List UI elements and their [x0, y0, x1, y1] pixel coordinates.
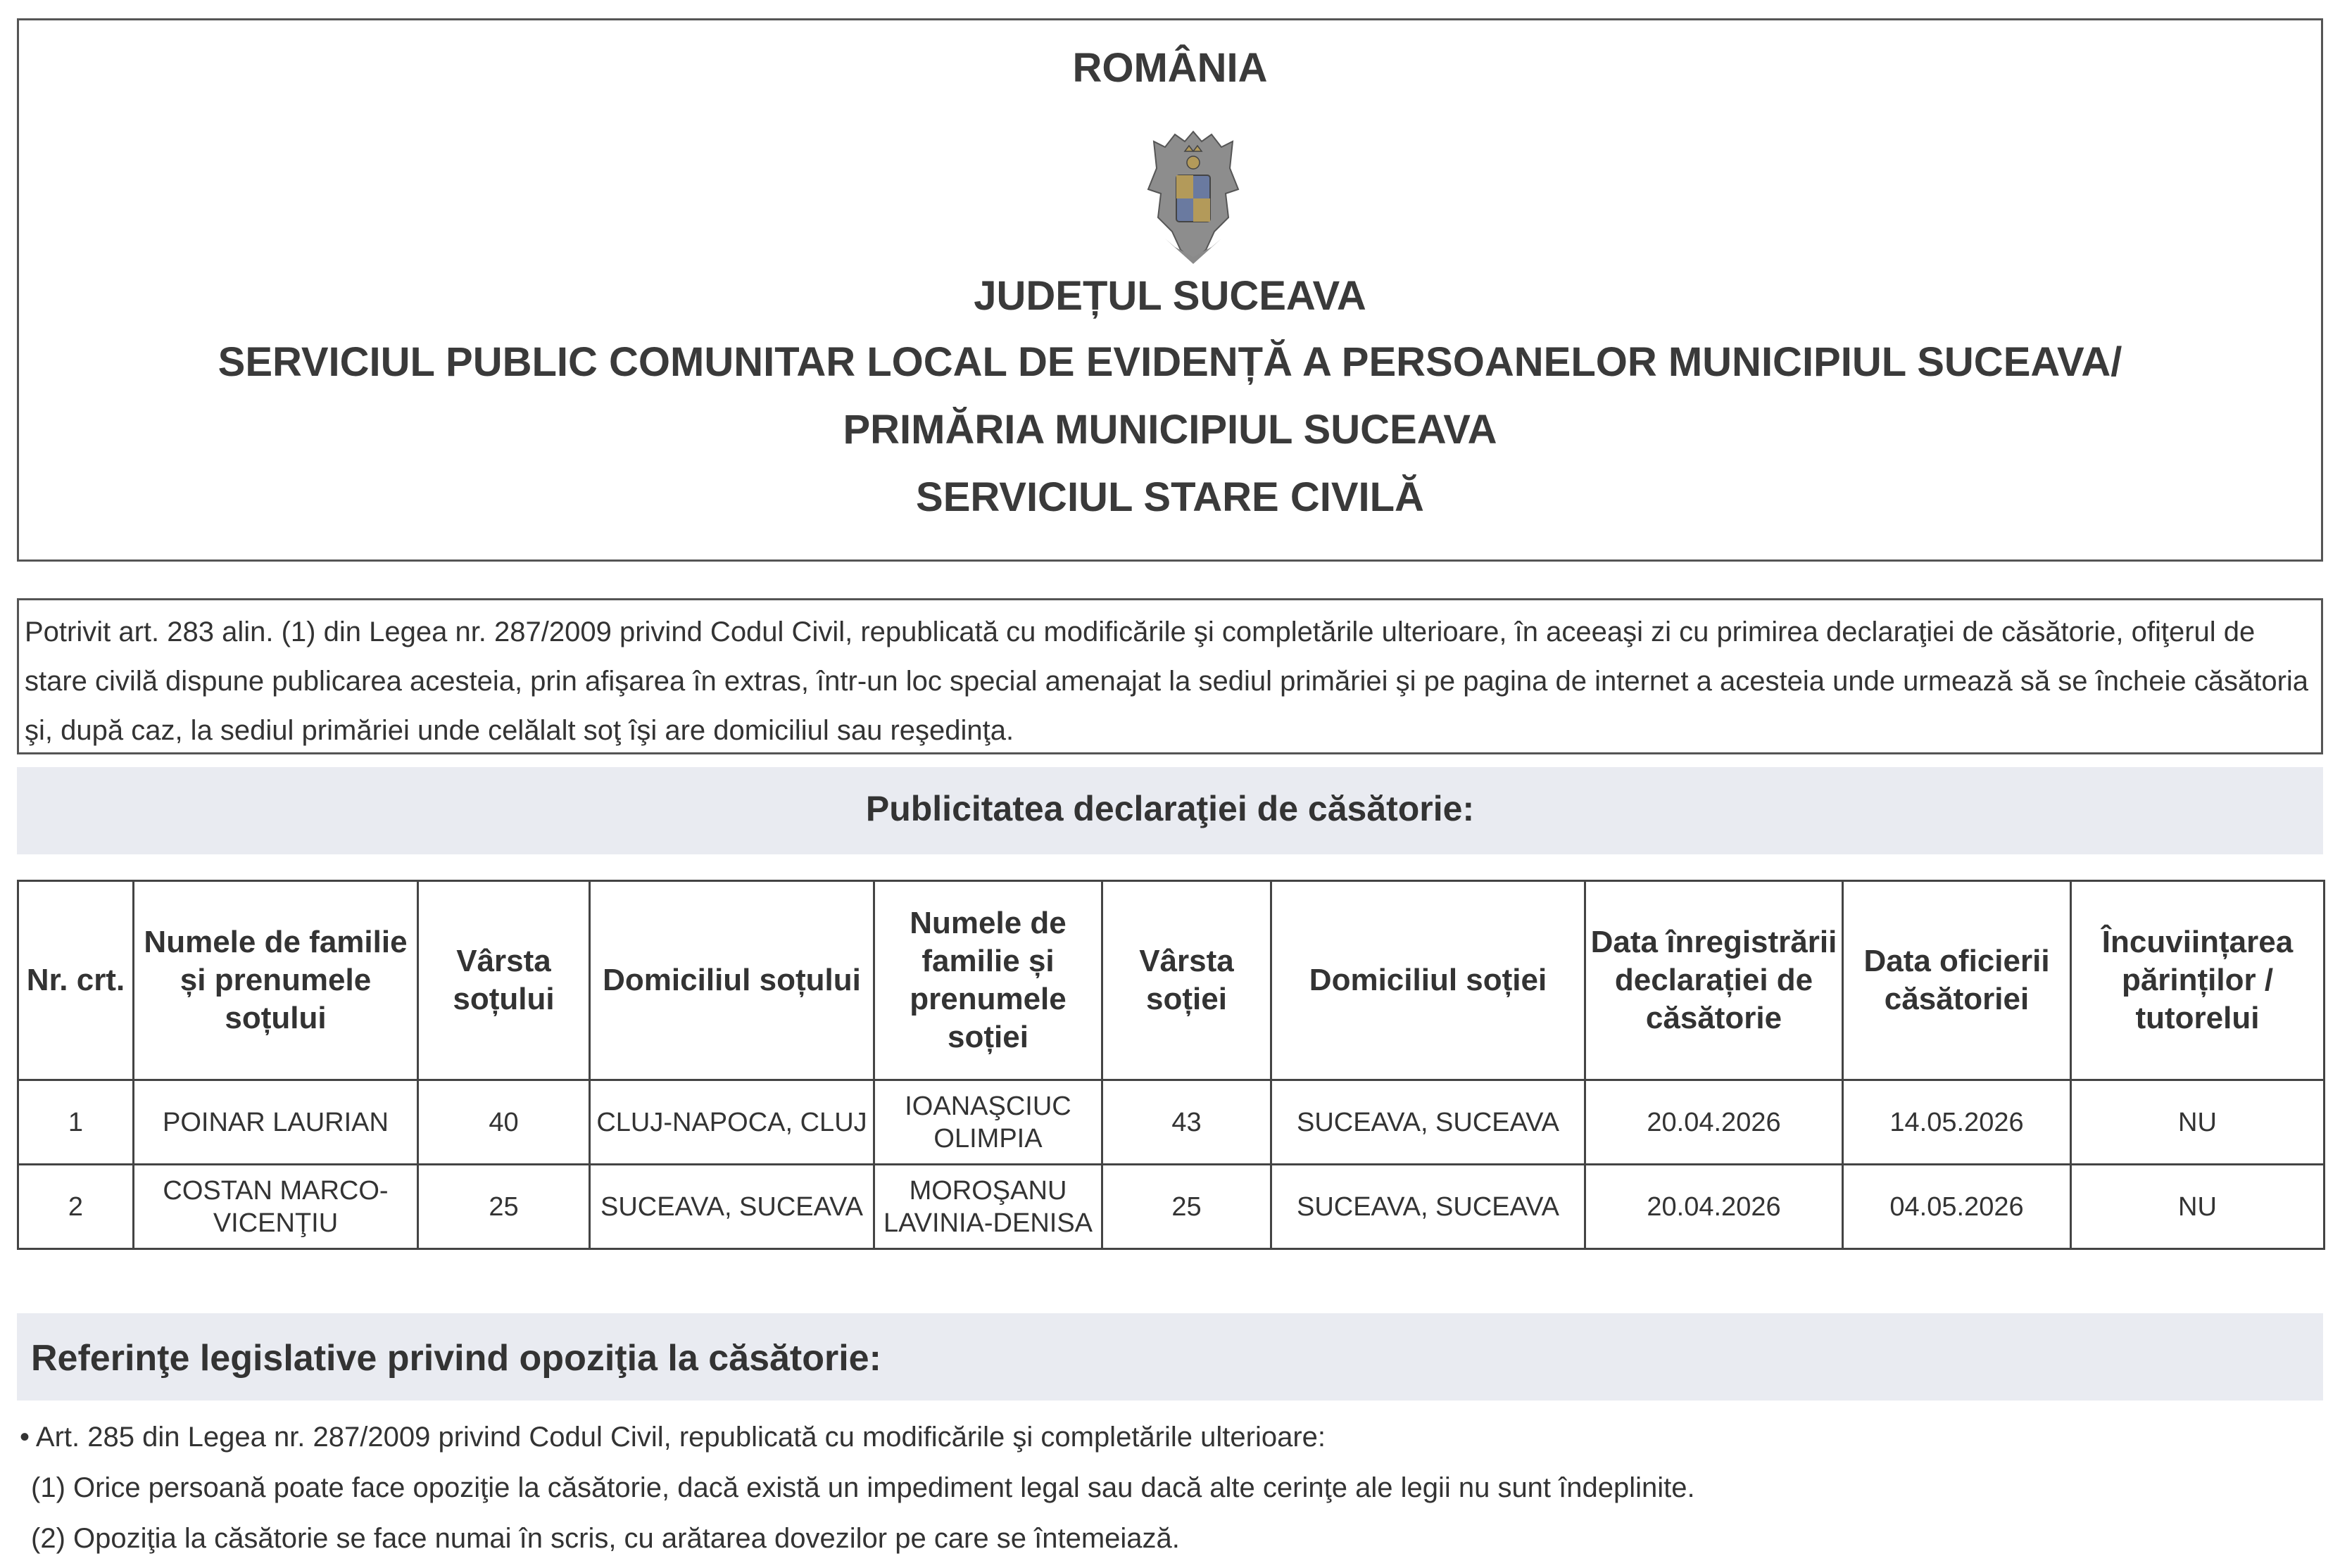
column-header: Data înregistrării declarației de căsătorie: [1585, 881, 1843, 1080]
table-cell: SUCEAVA, SUCEAVA: [1271, 1080, 1585, 1165]
table-cell: 2: [18, 1165, 134, 1249]
column-header: Încuviințarea părinților / tutorelui: [2071, 881, 2325, 1080]
document-header: [17, 18, 2323, 562]
reference-line: (2) Opoziţia la căsătorie se face numai în scris, cu arătarea dovezilor pe care se întemeiază.: [31, 1523, 1180, 1554]
table-cell: 40: [418, 1080, 590, 1165]
marriage-declarations-table: [17, 880, 2325, 1250]
table-cell: SUCEAVA, SUCEAVA: [590, 1165, 874, 1249]
country-title: ROMÂNIA: [1072, 45, 1268, 91]
legal-intro-text: Potrivit art. 283 alin. (1) din Legea nr. 287/2009 privind Codul Civil, republicată cu modificările şi completările ulterioare, în aceeaşi zi cu primirea declaraţiei de căsătorie, ofiţerul de stare civilă dispune publicarea acesteia, prin afişarea în extras, într-un loc special amenajat la sediul primăriei şi pe pagina de internet a acesteia unde urmează să se încheie căsătoria şi, după caz, la sediul primăriei unde celălalt soţ îşi are domiciliul sau reşedinţa.: [25, 617, 2309, 746]
references-band: [17, 1313, 2323, 1401]
references-list: [20, 1416, 1695, 1568]
table-cell: 14.05.2026: [1843, 1080, 2071, 1165]
table-cell: MOROŞANU LAVINIA-DENISA: [874, 1165, 1102, 1249]
column-header: Data oficierii căsătoriei: [1843, 881, 2071, 1080]
service-title-line1: SERVICIUL PUBLIC COMUNITAR LOCAL DE EVIDENȚĂ A PERSOANELOR MUNICIPIUL SUCEAVA/: [218, 339, 2122, 385]
service-title-line2: PRIMĂRIA MUNICIPIUL SUCEAVA: [843, 407, 1497, 453]
table-cell: CLUJ-NAPOCA, CLUJ: [590, 1080, 874, 1165]
table-row: [18, 1165, 2325, 1249]
service-title-line3: SERVICIUL STARE CIVILĂ: [916, 474, 1424, 520]
column-header: Nr. crt.: [18, 881, 134, 1080]
table-cell: 25: [1102, 1165, 1271, 1249]
legal-intro-box: [17, 598, 2323, 754]
table-cell: 04.05.2026: [1843, 1165, 2071, 1249]
reference-line: • Art. 285 din Legea nr. 287/2009 privind Codul Civil, republicată cu modificările şi completările ulterioare:: [20, 1422, 1326, 1453]
table-cell: 43: [1102, 1080, 1271, 1165]
table-cell: 20.04.2026: [1585, 1165, 1843, 1249]
table-cell: NU: [2071, 1080, 2325, 1165]
table-cell: IOANAŞCIUC OLIMPIA: [874, 1080, 1102, 1165]
publication-band: [17, 767, 2323, 854]
table-cell: SUCEAVA, SUCEAVA: [1271, 1165, 1585, 1249]
table-cell: 25: [418, 1165, 590, 1249]
reference-line: (1) Orice persoană poate face opoziţie la căsătorie, dacă există un impediment legal sau dacă alte cerinţe ale legii nu sunt îndeplinite.: [31, 1472, 1695, 1503]
romania-coat-of-arms-icon: [1144, 126, 1243, 265]
table-cell: 1: [18, 1080, 134, 1165]
table-cell: 20.04.2026: [1585, 1080, 1843, 1165]
column-header: Vârsta soției: [1102, 881, 1271, 1080]
table-header-row: [18, 881, 2325, 1080]
column-header: Numele de familie și prenumele soțului: [134, 881, 418, 1080]
column-header: Vârsta soțului: [418, 881, 590, 1080]
references-title: Referinţe legislative privind opoziţia la căsătorie:: [31, 1338, 881, 1379]
publication-title: Publicitatea declaraţiei de căsătorie:: [865, 789, 1475, 828]
column-header: Domiciliul soțului: [590, 881, 874, 1080]
table-cell: NU: [2071, 1165, 2325, 1249]
table-cell: POINAR LAURIAN: [134, 1080, 418, 1165]
table-row: [18, 1080, 2325, 1165]
column-header: Domiciliul soției: [1271, 881, 1585, 1080]
county-title: JUDEȚUL SUCEAVA: [974, 273, 1366, 319]
column-header: Numele de familie și prenumele soției: [874, 881, 1102, 1080]
table-cell: COSTAN MARCO-VICENŢIU: [134, 1165, 418, 1249]
